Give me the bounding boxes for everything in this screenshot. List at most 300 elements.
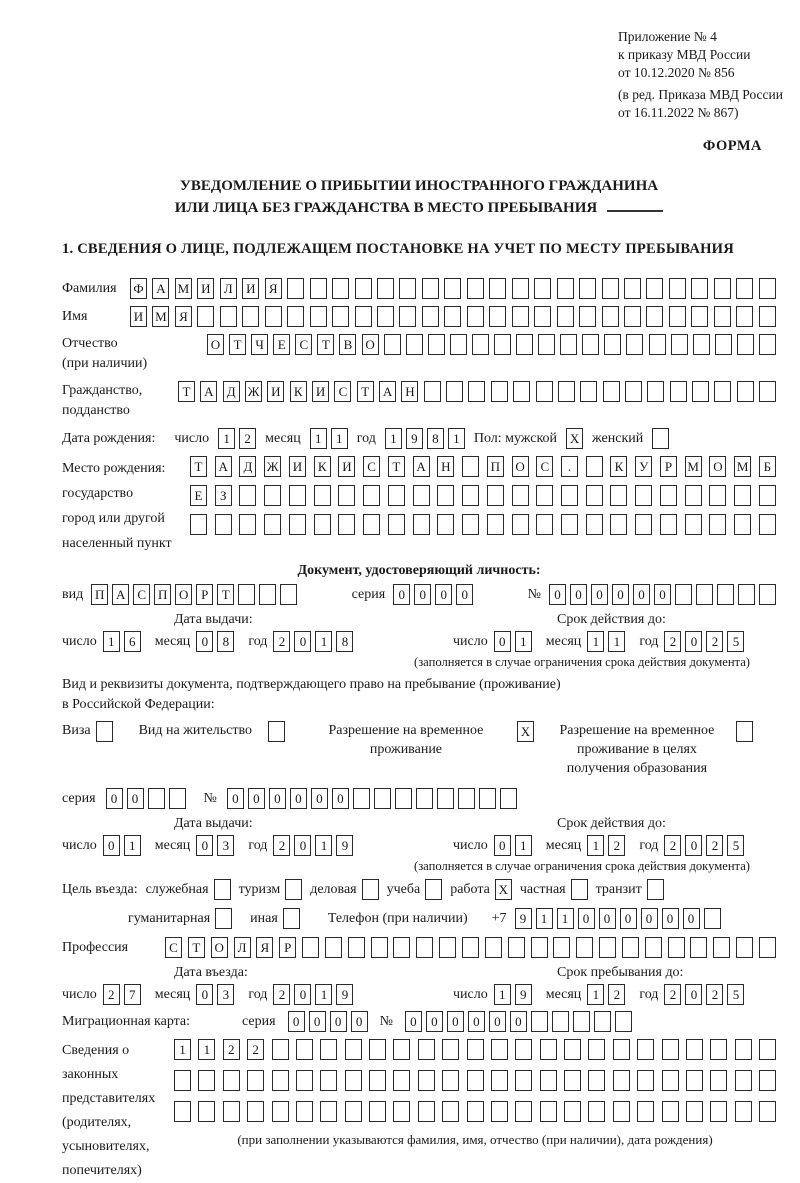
form-cell[interactable]: С bbox=[165, 937, 182, 958]
form-cell[interactable]: 0 bbox=[288, 1011, 305, 1032]
form-cell[interactable] bbox=[96, 721, 113, 742]
form-cell[interactable]: 0 bbox=[599, 908, 616, 929]
form-cell[interactable]: 0 bbox=[269, 788, 286, 809]
form-cell[interactable] bbox=[579, 306, 596, 327]
form-cell[interactable]: 0 bbox=[294, 631, 311, 652]
form-cell[interactable] bbox=[437, 514, 454, 535]
form-cell[interactable]: 1 bbox=[515, 835, 532, 856]
identity-issue-month[interactable] bbox=[196, 631, 234, 652]
form-cell[interactable]: С bbox=[295, 334, 312, 355]
form-cell[interactable] bbox=[198, 1101, 215, 1122]
doc-series-cells[interactable] bbox=[393, 584, 473, 605]
form-cell[interactable] bbox=[500, 788, 517, 809]
form-cell[interactable] bbox=[624, 306, 641, 327]
form-cell[interactable]: С bbox=[133, 584, 150, 605]
form-cell[interactable] bbox=[287, 278, 304, 299]
form-cell[interactable] bbox=[759, 306, 776, 327]
citizenship-cells[interactable] bbox=[178, 381, 776, 402]
form-cell[interactable]: А bbox=[152, 278, 169, 299]
form-cell[interactable] bbox=[377, 306, 394, 327]
form-cell[interactable] bbox=[489, 278, 506, 299]
form-cell[interactable]: 0 bbox=[510, 1011, 527, 1032]
form-cell[interactable] bbox=[622, 937, 639, 958]
form-cell[interactable] bbox=[462, 937, 479, 958]
form-cell[interactable] bbox=[685, 485, 702, 506]
form-cell[interactable]: Р bbox=[279, 937, 296, 958]
form-cell[interactable]: В bbox=[339, 334, 356, 355]
patronymic-cells[interactable] bbox=[207, 334, 776, 355]
form-cell[interactable] bbox=[214, 879, 231, 900]
form-cell[interactable]: А bbox=[215, 456, 232, 477]
form-cell[interactable]: Е bbox=[273, 334, 290, 355]
form-cell[interactable] bbox=[296, 1101, 313, 1122]
sex-male-checkbox[interactable] bbox=[566, 428, 583, 449]
form-cell[interactable] bbox=[714, 306, 731, 327]
form-cell[interactable] bbox=[148, 788, 165, 809]
form-cell[interactable] bbox=[399, 306, 416, 327]
form-cell[interactable]: М bbox=[152, 306, 169, 327]
form-cell[interactable] bbox=[491, 1039, 508, 1060]
form-cell[interactable]: Ф bbox=[130, 278, 147, 299]
form-cell[interactable] bbox=[759, 584, 776, 605]
form-cell[interactable]: 0 bbox=[426, 1011, 443, 1032]
form-cell[interactable] bbox=[571, 879, 588, 900]
purpose-humanitarian-checkbox[interactable] bbox=[215, 908, 232, 929]
form-cell[interactable]: 0 bbox=[103, 835, 120, 856]
form-cell[interactable] bbox=[624, 278, 641, 299]
form-cell[interactable] bbox=[759, 514, 776, 535]
form-cell[interactable]: У bbox=[635, 456, 652, 477]
form-cell[interactable] bbox=[602, 278, 619, 299]
form-cell[interactable] bbox=[467, 1039, 484, 1060]
form-cell[interactable] bbox=[573, 1011, 590, 1032]
form-cell[interactable] bbox=[442, 1070, 459, 1091]
form-cell[interactable] bbox=[704, 908, 721, 929]
form-cell[interactable]: 0 bbox=[633, 584, 650, 605]
form-cell[interactable]: Б bbox=[759, 456, 776, 477]
form-cell[interactable] bbox=[491, 1070, 508, 1091]
form-cell[interactable]: П bbox=[487, 456, 504, 477]
form-cell[interactable] bbox=[462, 485, 479, 506]
purpose-official-checkbox[interactable] bbox=[214, 879, 231, 900]
residence-issue-month[interactable] bbox=[196, 835, 234, 856]
form-cell[interactable] bbox=[215, 514, 232, 535]
form-cell[interactable] bbox=[369, 1101, 386, 1122]
form-cell[interactable]: 0 bbox=[494, 835, 511, 856]
form-cell[interactable] bbox=[377, 278, 394, 299]
form-cell[interactable] bbox=[320, 1039, 337, 1060]
form-cell[interactable]: 1 bbox=[174, 1039, 191, 1060]
form-cell[interactable] bbox=[714, 278, 731, 299]
form-cell[interactable] bbox=[588, 1039, 605, 1060]
form-cell[interactable] bbox=[594, 1011, 611, 1032]
form-cell[interactable]: Т bbox=[188, 937, 205, 958]
form-cell[interactable] bbox=[247, 1070, 264, 1091]
form-cell[interactable] bbox=[264, 514, 281, 535]
temp-residence-education-checkbox[interactable] bbox=[736, 721, 753, 742]
form-cell[interactable] bbox=[691, 278, 708, 299]
purpose-private-checkbox[interactable] bbox=[571, 879, 588, 900]
form-cell[interactable] bbox=[759, 485, 776, 506]
form-cell[interactable] bbox=[686, 1039, 703, 1060]
form-cell[interactable]: . bbox=[561, 456, 578, 477]
form-cell[interactable]: 0 bbox=[248, 788, 265, 809]
form-cell[interactable]: С bbox=[536, 456, 553, 477]
form-cell[interactable] bbox=[759, 937, 776, 958]
form-cell[interactable]: 0 bbox=[351, 1011, 368, 1032]
form-cell[interactable]: И bbox=[289, 456, 306, 477]
firstname-cells[interactable] bbox=[130, 306, 776, 327]
form-cell[interactable] bbox=[393, 1101, 410, 1122]
form-cell[interactable] bbox=[610, 514, 627, 535]
form-cell[interactable] bbox=[371, 937, 388, 958]
form-cell[interactable]: И bbox=[130, 306, 147, 327]
form-cell[interactable]: 0 bbox=[570, 584, 587, 605]
form-cell[interactable]: Т bbox=[178, 381, 195, 402]
form-cell[interactable] bbox=[446, 381, 463, 402]
form-cell[interactable] bbox=[418, 1070, 435, 1091]
form-cell[interactable] bbox=[472, 334, 489, 355]
form-cell[interactable]: 0 bbox=[294, 835, 311, 856]
legal-row3-cells[interactable] bbox=[174, 1101, 776, 1122]
form-cell[interactable] bbox=[512, 306, 529, 327]
form-cell[interactable]: 1 bbox=[310, 428, 327, 449]
form-cell[interactable] bbox=[444, 306, 461, 327]
form-cell[interactable]: П bbox=[154, 584, 171, 605]
residence-valid-month[interactable] bbox=[587, 835, 625, 856]
form-cell[interactable] bbox=[738, 584, 755, 605]
form-cell[interactable]: 0 bbox=[127, 788, 144, 809]
form-cell[interactable]: 2 bbox=[273, 835, 290, 856]
form-cell[interactable] bbox=[714, 381, 731, 402]
form-cell[interactable] bbox=[736, 937, 753, 958]
form-cell[interactable]: М bbox=[734, 456, 751, 477]
form-cell[interactable] bbox=[422, 278, 439, 299]
form-cell[interactable]: 2 bbox=[239, 428, 256, 449]
form-cell[interactable] bbox=[320, 1070, 337, 1091]
doc-number-cells[interactable] bbox=[549, 584, 776, 605]
form-cell[interactable] bbox=[692, 381, 709, 402]
form-cell[interactable] bbox=[586, 485, 603, 506]
stay-day[interactable] bbox=[494, 984, 532, 1005]
form-cell[interactable] bbox=[637, 1039, 654, 1060]
form-cell[interactable] bbox=[613, 1101, 630, 1122]
form-cell[interactable] bbox=[531, 937, 548, 958]
entry-month[interactable] bbox=[196, 984, 234, 1005]
form-cell[interactable] bbox=[416, 937, 433, 958]
stay-month[interactable] bbox=[587, 984, 625, 1005]
form-cell[interactable] bbox=[238, 584, 255, 605]
form-cell[interactable] bbox=[467, 306, 484, 327]
form-cell[interactable] bbox=[314, 485, 331, 506]
form-cell[interactable]: О bbox=[207, 334, 224, 355]
form-cell[interactable] bbox=[534, 306, 551, 327]
form-cell[interactable] bbox=[515, 1039, 532, 1060]
form-cell[interactable] bbox=[190, 514, 207, 535]
form-cell[interactable]: 0 bbox=[196, 984, 213, 1005]
form-cell[interactable]: 8 bbox=[217, 631, 234, 652]
form-cell[interactable] bbox=[296, 1070, 313, 1091]
form-cell[interactable] bbox=[355, 278, 372, 299]
form-cell[interactable]: О bbox=[362, 334, 379, 355]
residence-issue-year[interactable] bbox=[273, 835, 353, 856]
form-cell[interactable] bbox=[652, 428, 669, 449]
form-cell[interactable] bbox=[369, 1039, 386, 1060]
residence-number-cells[interactable] bbox=[227, 788, 517, 809]
form-cell[interactable] bbox=[332, 306, 349, 327]
form-cell[interactable]: Р bbox=[196, 584, 213, 605]
form-cell[interactable] bbox=[247, 1101, 264, 1122]
form-cell[interactable]: П bbox=[91, 584, 108, 605]
form-cell[interactable] bbox=[442, 1039, 459, 1060]
form-cell[interactable] bbox=[197, 306, 214, 327]
form-cell[interactable]: 0 bbox=[330, 1011, 347, 1032]
form-cell[interactable] bbox=[685, 514, 702, 535]
form-cell[interactable] bbox=[646, 278, 663, 299]
form-cell[interactable] bbox=[586, 514, 603, 535]
form-cell[interactable]: Ж bbox=[245, 381, 262, 402]
form-cell[interactable] bbox=[737, 334, 754, 355]
form-cell[interactable] bbox=[660, 514, 677, 535]
form-cell[interactable] bbox=[531, 1011, 548, 1032]
form-cell[interactable] bbox=[604, 334, 621, 355]
form-cell[interactable] bbox=[239, 514, 256, 535]
migration-series-cells[interactable] bbox=[288, 1011, 368, 1032]
form-cell[interactable]: 0 bbox=[468, 1011, 485, 1032]
residence-permit-checkbox[interactable] bbox=[268, 721, 285, 742]
form-cell[interactable] bbox=[458, 788, 475, 809]
form-cell[interactable]: 1 bbox=[494, 984, 511, 1005]
form-cell[interactable] bbox=[494, 334, 511, 355]
form-cell[interactable] bbox=[599, 937, 616, 958]
form-cell[interactable]: 0 bbox=[290, 788, 307, 809]
form-cell[interactable]: 1 bbox=[608, 631, 625, 652]
form-cell[interactable] bbox=[242, 306, 259, 327]
form-cell[interactable] bbox=[759, 381, 776, 402]
form-cell[interactable] bbox=[736, 278, 753, 299]
form-cell[interactable]: 0 bbox=[685, 631, 702, 652]
form-cell[interactable]: 1 bbox=[515, 631, 532, 652]
form-cell[interactable]: О bbox=[709, 456, 726, 477]
form-cell[interactable]: 2 bbox=[608, 835, 625, 856]
form-cell[interactable]: Л bbox=[234, 937, 251, 958]
form-cell[interactable]: 5 bbox=[727, 631, 744, 652]
form-cell[interactable]: 1 bbox=[315, 984, 332, 1005]
form-cell[interactable]: 0 bbox=[294, 984, 311, 1005]
form-cell[interactable] bbox=[513, 381, 530, 402]
form-cell[interactable]: 1 bbox=[536, 908, 553, 929]
form-cell[interactable] bbox=[268, 721, 285, 742]
form-cell[interactable] bbox=[516, 334, 533, 355]
form-cell[interactable] bbox=[487, 485, 504, 506]
form-cell[interactable] bbox=[671, 334, 688, 355]
purpose-study-checkbox[interactable] bbox=[425, 879, 442, 900]
form-cell[interactable] bbox=[647, 879, 664, 900]
form-cell[interactable] bbox=[669, 306, 686, 327]
form-cell[interactable] bbox=[345, 1070, 362, 1091]
form-cell[interactable] bbox=[428, 334, 445, 355]
entry-year[interactable] bbox=[273, 984, 353, 1005]
birthplace-row3-cells[interactable] bbox=[190, 514, 776, 535]
purpose-other-checkbox[interactable] bbox=[283, 908, 300, 929]
form-cell[interactable]: О bbox=[175, 584, 192, 605]
form-cell[interactable] bbox=[462, 456, 479, 477]
form-cell[interactable] bbox=[220, 306, 237, 327]
form-cell[interactable] bbox=[561, 514, 578, 535]
form-cell[interactable]: 2 bbox=[706, 984, 723, 1005]
form-cell[interactable]: 2 bbox=[706, 631, 723, 652]
form-cell[interactable] bbox=[444, 278, 461, 299]
form-cell[interactable] bbox=[715, 334, 732, 355]
form-cell[interactable] bbox=[637, 1101, 654, 1122]
form-cell[interactable]: 0 bbox=[196, 835, 213, 856]
form-cell[interactable] bbox=[625, 381, 642, 402]
form-cell[interactable]: М bbox=[685, 456, 702, 477]
form-cell[interactable] bbox=[345, 1101, 362, 1122]
form-cell[interactable] bbox=[332, 278, 349, 299]
form-cell[interactable] bbox=[557, 306, 574, 327]
form-cell[interactable]: 1 bbox=[331, 428, 348, 449]
form-cell[interactable]: Т bbox=[388, 456, 405, 477]
form-cell[interactable] bbox=[737, 381, 754, 402]
form-cell[interactable] bbox=[485, 937, 502, 958]
form-cell[interactable] bbox=[710, 1101, 727, 1122]
form-cell[interactable] bbox=[579, 278, 596, 299]
form-cell[interactable] bbox=[296, 1039, 313, 1060]
form-cell[interactable]: 9 bbox=[406, 428, 423, 449]
form-cell[interactable]: Ч bbox=[251, 334, 268, 355]
birthplace-row2-cells[interactable] bbox=[190, 485, 776, 506]
form-cell[interactable] bbox=[536, 485, 553, 506]
form-cell[interactable]: 9 bbox=[336, 984, 353, 1005]
form-cell[interactable] bbox=[283, 908, 300, 929]
form-cell[interactable] bbox=[576, 937, 593, 958]
form-cell[interactable]: Т bbox=[190, 456, 207, 477]
form-cell[interactable]: 0 bbox=[641, 908, 658, 929]
profession-cells[interactable] bbox=[165, 937, 776, 958]
form-cell[interactable]: А bbox=[200, 381, 217, 402]
form-cell[interactable] bbox=[560, 334, 577, 355]
form-cell[interactable]: 2 bbox=[273, 984, 290, 1005]
form-cell[interactable]: Н bbox=[401, 381, 418, 402]
purpose-tourism-checkbox[interactable] bbox=[285, 879, 302, 900]
form-cell[interactable] bbox=[437, 485, 454, 506]
form-cell[interactable]: 0 bbox=[196, 631, 213, 652]
form-cell[interactable] bbox=[462, 514, 479, 535]
form-cell[interactable] bbox=[610, 485, 627, 506]
form-cell[interactable] bbox=[418, 1039, 435, 1060]
form-cell[interactable] bbox=[735, 1101, 752, 1122]
form-cell[interactable] bbox=[374, 788, 391, 809]
form-cell[interactable] bbox=[696, 584, 713, 605]
form-cell[interactable]: 2 bbox=[273, 631, 290, 652]
form-cell[interactable] bbox=[399, 278, 416, 299]
form-cell[interactable] bbox=[759, 278, 776, 299]
form-cell[interactable] bbox=[586, 456, 603, 477]
form-cell[interactable] bbox=[717, 584, 734, 605]
form-cell[interactable]: 0 bbox=[447, 1011, 464, 1032]
form-cell[interactable] bbox=[442, 1101, 459, 1122]
form-cell[interactable] bbox=[198, 1070, 215, 1091]
form-cell[interactable] bbox=[287, 306, 304, 327]
form-cell[interactable] bbox=[734, 485, 751, 506]
form-cell[interactable] bbox=[690, 937, 707, 958]
birth-day-cells[interactable] bbox=[218, 428, 256, 449]
form-cell[interactable] bbox=[553, 937, 570, 958]
form-cell[interactable]: Я bbox=[265, 278, 282, 299]
form-cell[interactable] bbox=[564, 1070, 581, 1091]
form-cell[interactable] bbox=[662, 1039, 679, 1060]
form-cell[interactable] bbox=[388, 514, 405, 535]
form-cell[interactable]: 7 bbox=[124, 984, 141, 1005]
form-cell[interactable]: 0 bbox=[227, 788, 244, 809]
form-cell[interactable]: 2 bbox=[247, 1039, 264, 1060]
form-cell[interactable] bbox=[588, 1070, 605, 1091]
form-cell[interactable] bbox=[662, 1070, 679, 1091]
form-cell[interactable]: 2 bbox=[664, 631, 681, 652]
form-cell[interactable] bbox=[538, 334, 555, 355]
form-cell[interactable] bbox=[686, 1101, 703, 1122]
form-cell[interactable] bbox=[467, 278, 484, 299]
form-cell[interactable]: 8 bbox=[427, 428, 444, 449]
form-cell[interactable]: 1 bbox=[315, 835, 332, 856]
form-cell[interactable]: 0 bbox=[309, 1011, 326, 1032]
form-cell[interactable] bbox=[735, 1070, 752, 1091]
form-cell[interactable]: 1 bbox=[557, 908, 574, 929]
birth-month-cells[interactable] bbox=[310, 428, 348, 449]
form-cell[interactable]: И bbox=[338, 456, 355, 477]
form-cell[interactable]: А bbox=[413, 456, 430, 477]
form-cell[interactable] bbox=[314, 514, 331, 535]
form-cell[interactable]: И bbox=[197, 278, 214, 299]
form-cell[interactable]: Т bbox=[317, 334, 334, 355]
sex-female-checkbox[interactable] bbox=[652, 428, 669, 449]
form-cell[interactable] bbox=[406, 334, 423, 355]
form-cell[interactable] bbox=[588, 1101, 605, 1122]
form-cell[interactable] bbox=[647, 381, 664, 402]
form-cell[interactable]: 9 bbox=[336, 835, 353, 856]
form-cell[interactable]: X bbox=[495, 879, 512, 900]
form-cell[interactable]: 9 bbox=[515, 984, 532, 1005]
visa-checkbox[interactable] bbox=[96, 721, 113, 742]
form-cell[interactable] bbox=[613, 1070, 630, 1091]
form-cell[interactable] bbox=[363, 514, 380, 535]
temp-residence-checkbox[interactable] bbox=[517, 721, 534, 742]
form-cell[interactable] bbox=[174, 1070, 191, 1091]
form-cell[interactable] bbox=[645, 937, 662, 958]
form-cell[interactable]: С bbox=[363, 456, 380, 477]
form-cell[interactable]: О bbox=[211, 937, 228, 958]
form-cell[interactable]: 1 bbox=[198, 1039, 215, 1060]
form-cell[interactable] bbox=[345, 1039, 362, 1060]
form-cell[interactable] bbox=[395, 788, 412, 809]
form-cell[interactable] bbox=[534, 278, 551, 299]
form-cell[interactable]: Д bbox=[239, 456, 256, 477]
form-cell[interactable] bbox=[468, 381, 485, 402]
form-cell[interactable] bbox=[635, 485, 652, 506]
form-cell[interactable]: 2 bbox=[664, 835, 681, 856]
form-cell[interactable]: 0 bbox=[456, 584, 473, 605]
form-cell[interactable]: 1 bbox=[587, 631, 604, 652]
form-cell[interactable]: 5 bbox=[727, 984, 744, 1005]
residence-issue-day[interactable] bbox=[103, 835, 141, 856]
form-cell[interactable]: 2 bbox=[103, 984, 120, 1005]
form-cell[interactable]: 0 bbox=[683, 908, 700, 929]
form-cell[interactable] bbox=[450, 334, 467, 355]
form-cell[interactable] bbox=[691, 306, 708, 327]
form-cell[interactable]: Р bbox=[660, 456, 677, 477]
form-cell[interactable]: 0 bbox=[311, 788, 328, 809]
